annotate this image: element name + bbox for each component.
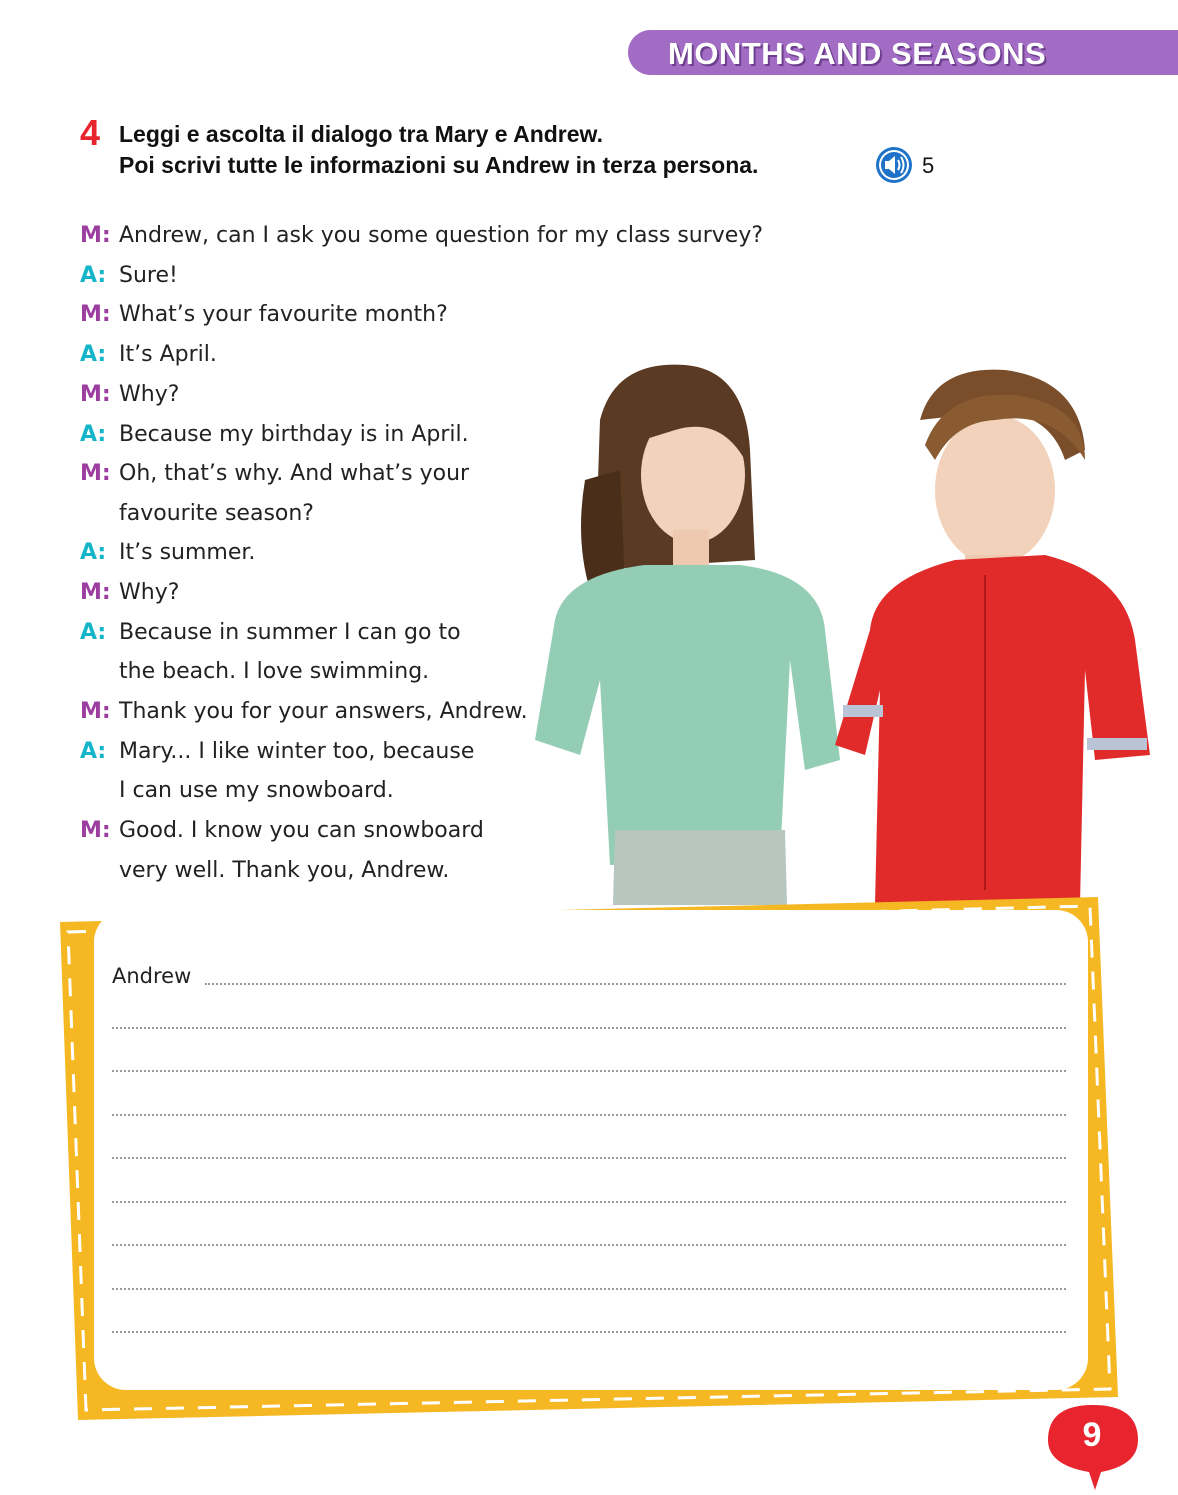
writing-line[interactable] <box>112 1027 1066 1029</box>
dialogue-line <box>80 263 178 288</box>
dialogue-text: Mary... I like winter too, because <box>119 739 475 764</box>
writing-line[interactable] <box>112 1244 1066 1246</box>
dialogue-line <box>80 302 448 327</box>
writing-line[interactable] <box>205 983 1066 985</box>
speaker-label: A: <box>80 342 107 367</box>
dialogue-text: Thank you for your answers, Andrew. <box>119 699 528 724</box>
dialogue-text: It’s summer. <box>119 540 256 565</box>
speaker-label: A: <box>80 540 107 565</box>
dialogue-text: Good. I know you can snowboard <box>119 818 484 843</box>
speaker-label: A: <box>80 620 107 645</box>
dialogue-text: Andrew, can I ask you some question for my class survey? <box>119 223 764 248</box>
dialogue-text: It’s April. <box>119 342 217 367</box>
dialogue-line-continued: favourite season? <box>119 501 314 526</box>
writing-start-word: Andrew <box>112 964 192 988</box>
speaker-label: M: <box>80 699 111 724</box>
dialogue-text: Because in summer I can go to <box>119 620 461 645</box>
dialogue-line <box>80 422 469 447</box>
writing-line[interactable] <box>112 1157 1066 1159</box>
writing-line[interactable] <box>112 1070 1066 1072</box>
audio-track-number: 5 <box>922 153 935 178</box>
banner-title: MONTHS AND SEASONS <box>668 36 1047 71</box>
instruction-line-2: Poi scrivi tutte le informazioni su Andrew in terza persona. <box>119 152 759 178</box>
dialogue-text: Sure! <box>119 263 178 288</box>
dialogue-line <box>80 382 179 407</box>
dialogue-line <box>80 739 474 764</box>
writing-line[interactable] <box>112 1288 1066 1290</box>
dialogue-line <box>80 223 763 248</box>
dialogue-text: Oh, that’s why. And what’s your <box>119 461 470 486</box>
dialogue-text: Why? <box>119 580 180 605</box>
dialogue-text: Why? <box>119 382 180 407</box>
dialogue-line <box>80 620 461 645</box>
dialogue-line-continued: the beach. I love swimming. <box>119 659 430 684</box>
dialogue-line <box>80 342 217 367</box>
speaker-label: M: <box>80 818 111 843</box>
speaker-label: A: <box>80 739 107 764</box>
speaker-label: A: <box>80 422 107 447</box>
exercise-number: 4 <box>80 112 101 153</box>
dialogue-line-continued: I can use my snowboard. <box>119 778 394 803</box>
speaker-label: M: <box>80 461 111 486</box>
dialogue-text: Because my birthday is in April. <box>119 422 469 447</box>
instruction-line-1: Leggi e ascolta il dialogo tra Mary e Andrew. <box>119 121 603 147</box>
children-photo <box>525 360 1155 905</box>
dialogue-text: What’s your favourite month? <box>119 302 448 327</box>
writing-line[interactable] <box>112 1201 1066 1203</box>
dialogue-line <box>80 540 255 565</box>
speaker-label: M: <box>80 223 111 248</box>
dialogue-line <box>80 699 528 724</box>
page-number: 9 <box>1082 1416 1102 1454</box>
dialogue-line <box>80 461 469 486</box>
dialogue-line <box>80 818 484 843</box>
speaker-label: M: <box>80 382 111 407</box>
section-banner <box>628 30 1178 75</box>
dialogue-line <box>80 580 179 605</box>
speaker-label: M: <box>80 580 111 605</box>
speaker-label: A: <box>80 263 107 288</box>
writing-line[interactable] <box>112 1114 1066 1116</box>
speaker-label: M: <box>80 302 111 327</box>
dialogue-line-continued: very well. Thank you, Andrew. <box>119 858 450 883</box>
girl-figure <box>535 365 840 905</box>
boy-figure <box>835 370 1150 905</box>
writing-line[interactable] <box>112 1331 1066 1333</box>
speaker-icon[interactable] <box>874 145 918 185</box>
